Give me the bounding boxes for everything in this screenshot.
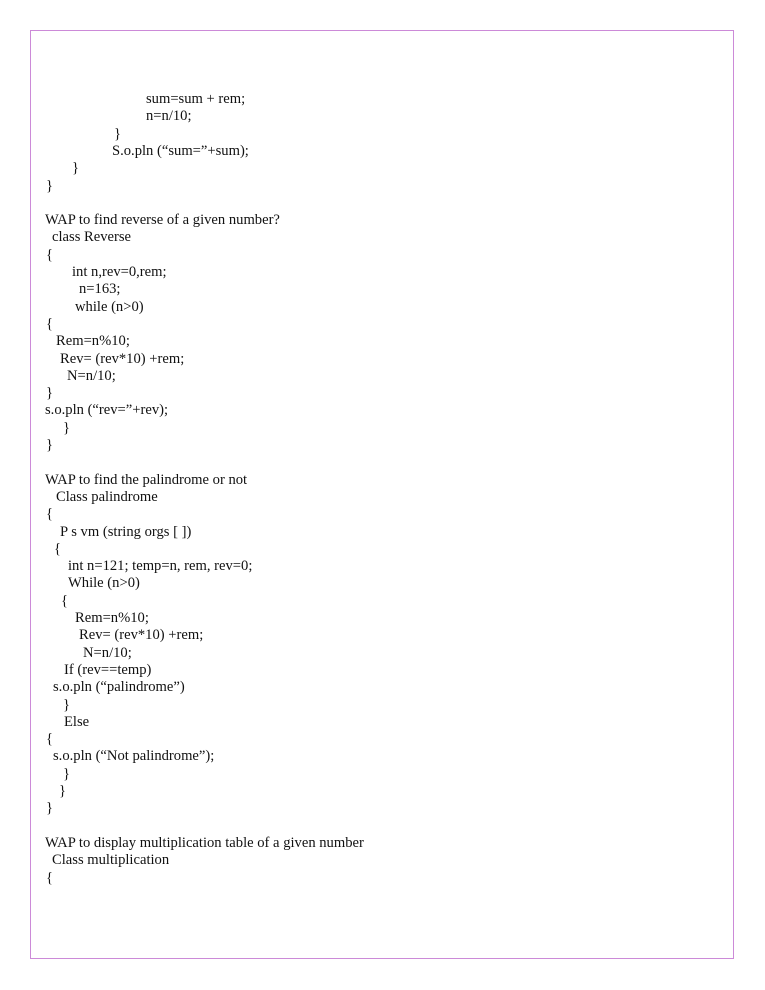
code-line: while (n>0): [75, 298, 144, 315]
code-line: Rev= (rev*10) +rem;: [79, 627, 204, 644]
code-line: {: [46, 246, 54, 263]
section-heading: WAP to find reverse of a given number?: [45, 212, 280, 229]
code-line: }: [63, 419, 71, 436]
code-line: }: [72, 160, 80, 177]
code-line: int n,rev=0,rem;: [72, 264, 167, 280]
code-line: }: [63, 765, 71, 782]
code-line: }: [59, 783, 67, 799]
code-line: {: [46, 869, 54, 886]
section-heading: WAP to find the palindrome or not: [45, 471, 248, 488]
code-line: If (rev==temp): [64, 661, 152, 678]
code-line: While (n>0): [68, 575, 140, 592]
code-line: S.o.pln (“sum=”+sum);: [112, 142, 249, 159]
code-line: Else: [64, 713, 90, 730]
code-line: n=163;: [79, 281, 121, 298]
code-line: int n=121; temp=n, rem, rev=0;: [68, 558, 253, 575]
code-line: P s vm (string orgs [ ]): [60, 523, 192, 540]
code-line: {: [54, 540, 62, 557]
code-line: Class multiplication: [52, 852, 170, 869]
code-line: Class palindrome: [56, 488, 158, 505]
code-line: sum=sum + rem;: [146, 91, 246, 107]
code-line: {: [46, 506, 54, 523]
code-line: }: [46, 800, 54, 817]
code-line: }: [63, 696, 71, 713]
code-line: }: [46, 437, 54, 453]
code-line: }: [114, 125, 122, 142]
code-line: class Reverse: [52, 229, 132, 246]
section-heading: WAP to display multiplication table of a given number: [45, 834, 364, 851]
code-line: {: [46, 315, 54, 332]
code-line: }: [46, 177, 54, 194]
code-line: s.o.pln (“rev=”+rev);: [45, 402, 169, 419]
code-line: Rev= (rev*10) +rem;: [60, 350, 185, 367]
code-line: {: [46, 731, 54, 748]
code-line: }: [46, 385, 54, 402]
code-line: Rem=n%10;: [75, 610, 149, 626]
code-line: Rem=n%10;: [56, 333, 130, 350]
code-line: n=n/10;: [146, 108, 192, 125]
code-line: s.o.pln (“palindrome”): [53, 679, 185, 696]
code-line: N=n/10;: [83, 644, 132, 661]
code-line: N=n/10;: [67, 367, 116, 384]
code-line: s.o.pln (“Not palindrome”);: [53, 748, 215, 765]
code-line: {: [61, 592, 69, 609]
